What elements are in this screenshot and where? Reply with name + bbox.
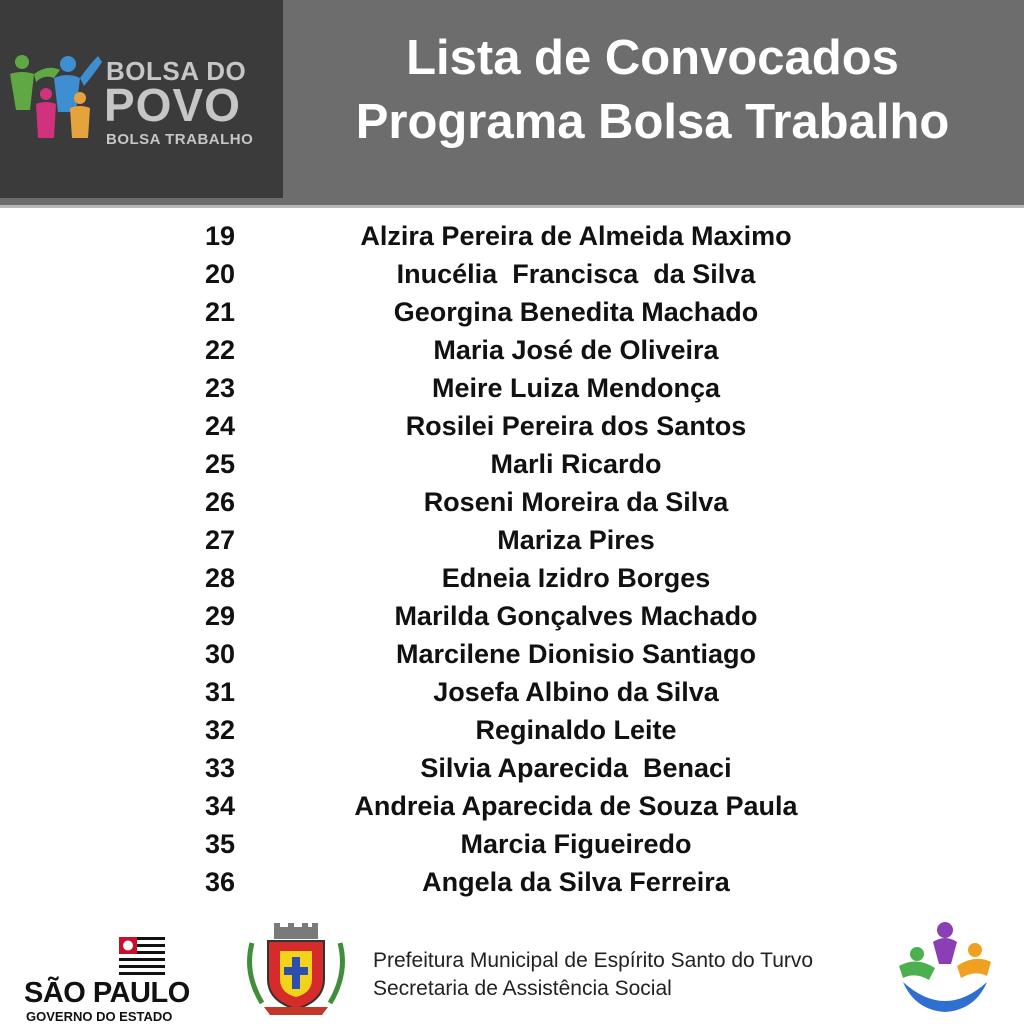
list-item <box>0 217 1024 255</box>
list-item-name: Edneia Izidro Borges <box>441 563 711 593</box>
list-item-number: 22 <box>204 335 236 365</box>
list-item-name: Silvia Aparecida Benaci <box>420 753 732 783</box>
prefeitura-name: Prefeitura Municipal de Espírito Santo do Turvo <box>373 949 814 972</box>
list-item <box>0 483 1024 521</box>
list-item-name: Marilda Gonçalves Machado <box>394 601 758 631</box>
list-item-number: 23 <box>204 373 236 403</box>
list-item <box>0 255 1024 293</box>
list-item <box>0 673 1024 711</box>
list-item-name: Andreia Aparecida de Souza Paula <box>354 791 798 821</box>
list-item-name: Reginaldo Leite <box>475 715 677 745</box>
page-title-line2: Programa Bolsa Trabalho <box>355 95 950 149</box>
footer <box>0 915 1024 1024</box>
list-item <box>0 635 1024 673</box>
list-item-name: Marli Ricardo <box>490 449 662 479</box>
list-item-number: 29 <box>204 601 236 631</box>
list-item-name: Alzira Pereira de Almeida Maximo <box>360 221 792 251</box>
list-item-name: Marcilene Dionisio Santiago <box>395 639 757 669</box>
sao-paulo-flag-icon <box>119 937 165 975</box>
governo-do-estado-text: GOVERNO DO ESTADO <box>26 1009 173 1024</box>
list-item <box>0 825 1024 863</box>
list-item <box>0 293 1024 331</box>
secretaria-name: Secretaria de Assistência Social <box>373 977 672 1000</box>
list-item <box>0 331 1024 369</box>
list-item-number: 33 <box>204 753 236 783</box>
list-item-number: 31 <box>204 677 236 707</box>
list-item-name: Meire Luiza Mendonça <box>431 373 721 403</box>
list-item-name: Inucélia Francisca da Silva <box>396 259 756 289</box>
convocados-list <box>0 217 1024 901</box>
list-item-name: Marcia Figueiredo <box>460 829 692 859</box>
list-item <box>0 521 1024 559</box>
header-banner <box>0 0 1024 208</box>
family-figures-icon <box>8 52 104 144</box>
list-item-number: 21 <box>204 297 236 327</box>
list-item-number: 27 <box>204 525 236 555</box>
page-title-line1: Lista de Convocados <box>406 31 899 85</box>
list-item-name: Rosilei Pereira dos Santos <box>405 411 747 441</box>
bolsa-do-povo-logo <box>0 0 283 198</box>
list-item <box>0 749 1024 787</box>
list-item-number: 30 <box>204 639 236 669</box>
list-item <box>0 407 1024 445</box>
list-item <box>0 559 1024 597</box>
list-item-number: 25 <box>204 449 236 479</box>
list-item <box>0 711 1024 749</box>
list-item-number: 24 <box>204 411 236 441</box>
list-item-number: 20 <box>204 259 236 289</box>
list-item <box>0 445 1024 483</box>
list-item-number: 36 <box>204 867 236 897</box>
list-item-number: 32 <box>204 715 236 745</box>
list-item-name: Roseni Moreira da Silva <box>423 487 729 517</box>
logo-text-line1: BOLSA DO <box>106 56 247 86</box>
list-item-name: Josefa Albino da Silva <box>433 677 719 707</box>
list-item <box>0 787 1024 825</box>
list-item-name: Mariza Pires <box>497 525 655 555</box>
logo-text-line3: BOLSA TRABALHO <box>106 131 254 148</box>
sao-paulo-government-logo <box>24 937 209 1024</box>
logo-text-line2: POVO <box>104 79 241 131</box>
list-item-name: Angela da Silva Ferreira <box>422 867 730 897</box>
list-item-number: 26 <box>204 487 236 517</box>
social-assistance-logo-icon <box>895 920 995 1016</box>
list-item-number: 34 <box>204 791 236 821</box>
list-item-name: Georgina Benedita Machado <box>393 297 759 327</box>
list-item-number: 28 <box>204 563 236 593</box>
list-item <box>0 863 1024 901</box>
list-item-name: Maria José de Oliveira <box>433 335 719 365</box>
list-item <box>0 369 1024 407</box>
list-item-number: 35 <box>204 829 236 859</box>
list-item-number: 19 <box>204 221 236 251</box>
municipal-crest-icon <box>242 923 350 1019</box>
sao-paulo-text: SÃO PAULO <box>24 977 190 1009</box>
list-item <box>0 597 1024 635</box>
